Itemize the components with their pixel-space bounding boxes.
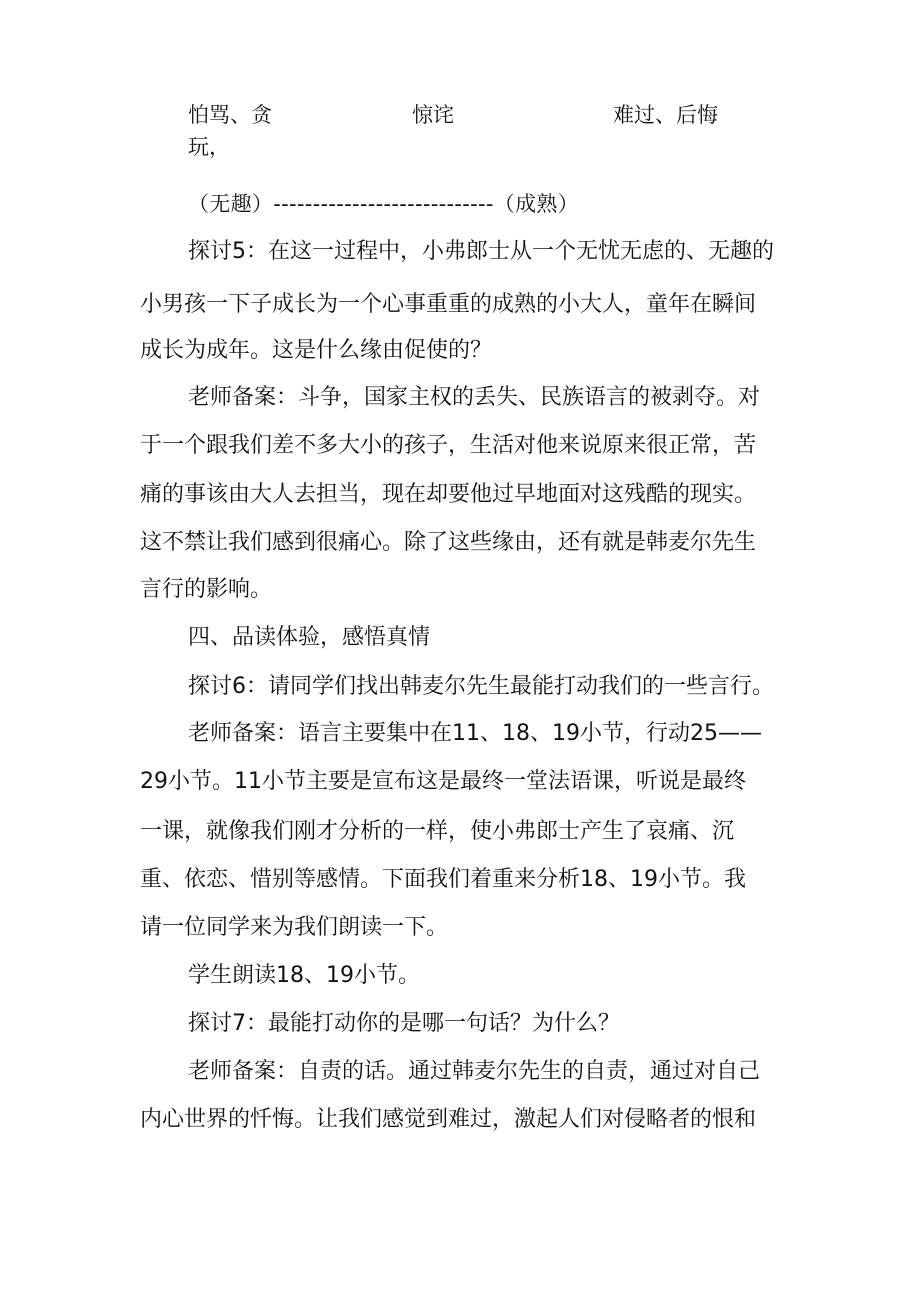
para-note2-line5: 请一位同学来为我们朗读一下。: [140, 915, 449, 940]
para-note2-line4: 重、依恋、惜别等感情。下面我们着重来分析18、19小节。我: [140, 867, 746, 892]
para-note2-line1: 老师备案：语言主要集中在11、18、19小节，行动25——: [188, 721, 762, 746]
para-note1-line2: 于一个跟我们差不多大小的孩子，生活对他来说原来很正常，苦: [140, 433, 757, 458]
para-explore5-line2: 小男孩一下子成长为一个心事重重的成熟的小大人，童年在瞬间: [140, 292, 757, 317]
emotion-label-2: 惊诧: [412, 103, 454, 127]
para-note1-line5: 言行的影响。: [140, 577, 273, 602]
para-explore6: 探讨6：请同学们找出韩麦尔先生最能打动我们的一些言行。: [188, 674, 774, 699]
para-explore5-line3: 成长为成年。这是什么缘由促使的？: [140, 338, 493, 363]
emotion-label-1b: 玩，: [188, 135, 230, 159]
para-explore7: 探讨7：最能打动你的是哪一句话？为什么？: [188, 1011, 620, 1036]
para-note1-line1: 老师备案：斗争，国家主权的丢失、民族语言的被剥夺。对: [188, 385, 761, 410]
para-student-reading: 学生朗读18、19小节。: [188, 963, 420, 988]
emotion-label-3: 难过、后悔: [613, 103, 718, 127]
growth-scale-line: （无趣）----------------------------（成熟）: [188, 192, 579, 216]
para-note3-line1: 老师备案：自责的话。通过韩麦尔先生的自责，通过对自己: [188, 1059, 761, 1084]
para-note2-line3: 一课，就像我们刚才分析的一样，使小弗郎士产生了哀痛、沉: [140, 819, 735, 844]
para-note3-line2: 内心世界的忏悔。让我们感觉到难过，激起人们对侵略者的恨和: [140, 1107, 757, 1132]
emotion-label-1a: 怕骂、贪: [188, 103, 272, 127]
para-explore5-line1: 探讨5：在这一过程中，小弗郎士从一个无忧无虑的、无趣的: [188, 239, 774, 264]
section-heading-4: 四、品读体验，感悟真情: [188, 625, 431, 650]
para-note1-line4: 这不禁让我们感到很痛心。除了这些缘由，还有就是韩麦尔先生: [140, 530, 757, 555]
para-note1-line3: 痛的事该由大人去担当，现在却要他过早地面对这残酷的现实。: [140, 482, 757, 507]
para-note2-line2: 29小节。11小节主要是宣布这是最终一堂法语课，听说是最终: [140, 769, 746, 794]
